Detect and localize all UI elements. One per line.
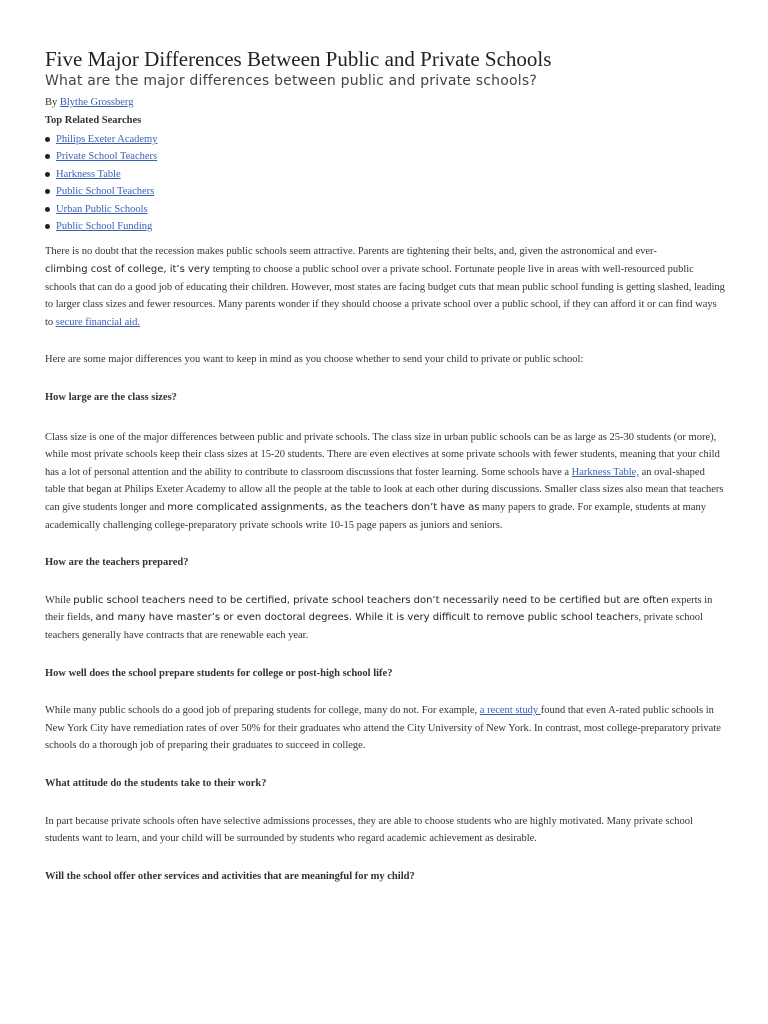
related-link-philips-exeter-academy[interactable]: Philips Exeter Academy	[56, 134, 158, 145]
related-link-harkness-table[interactable]: Harkness Table	[56, 168, 121, 180]
question-teachers: How are the teachers prepared?	[45, 557, 189, 569]
paragraph-intro	[45, 243, 725, 331]
text-run: Class size is one of the major differences between public and private schools. The class size in urban public schools can be as large as 25-30 students (or more), while most private schools keep their class sizes at 15-20 students. There are even electives at some private schools with fewer students, meaning that your child has a lot of personal attention and the ability to contribute to classroom discussions that foster learning. Some schools have a	[45, 431, 720, 478]
bullet-icon	[45, 172, 50, 177]
text-run: While many public schools do a good job of preparing students for college, many do not. For example,	[45, 705, 480, 717]
paragraph-attitude: In part because private schools often have selective admissions processes, they are able to choose students who are highly motivated. Many private school students want to learn, and your child will be surrounded by students who regard academic achievement as desirable.	[45, 815, 693, 845]
related-link-private-school-teachers[interactable]: Private School Teachers	[56, 151, 158, 163]
bullet-icon	[45, 137, 50, 142]
text-run: found that even A-rated public schools in New York City have remediation rates of over 50% for their graduates who attend the City University of New York. In contrast, most college-preparatory private schools do a thorough job of preparing their graduates to succeed in college.	[45, 705, 721, 752]
related-searches-heading: Top Related Searches	[45, 115, 142, 126]
list-item	[45, 131, 725, 148]
list-item	[45, 218, 725, 235]
harkness-table-link[interactable]: Harkness Table,	[571, 466, 639, 478]
bullet-icon	[45, 207, 50, 212]
question-class-sizes: How large are the class sizes?	[45, 392, 177, 403]
list-item	[45, 183, 725, 200]
article-subtitle: What are the major differences between public and private schools?	[45, 73, 537, 89]
text-run: many papers to grade. For example, students at many academically challenging college-preparatory private schools write 10-15 page papers as juniors and seniors.	[45, 501, 706, 531]
text-run: tempting to choose a public school over a private school. Fortunate people live in areas with well-resourced public schools that can do a good job of educating their children. However, most states are facing budget cuts that mean public school funding is getting slashed, leading to larger class sizes and fewer resources. Many parents wonder if they should choose a private school over a public school, if they can afford it or can find ways to	[45, 264, 725, 328]
related-searches-list	[45, 131, 725, 235]
question-attitude: What attitude do the students take to their work?	[45, 777, 267, 789]
author-link[interactable]: Blythe Grossberg	[59, 97, 134, 108]
paragraph-college-prep	[45, 702, 725, 755]
question-college-prep: How well does the school prepare students for college or post-high school life?	[45, 667, 393, 679]
paragraph-class-sizes	[45, 429, 725, 535]
text-run: public school teachers need to be certified, private school teachers don’t necessarily need to be certified but are often	[73, 594, 669, 606]
text-run: and many have master’s or even doctoral degrees. While it is very difficult to remove public school teacher	[95, 612, 635, 624]
by-label: By	[45, 97, 58, 108]
bullet-icon	[45, 224, 50, 229]
text-run: s, private school teachers generally have contracts that are renewable each year.	[45, 612, 703, 641]
text-run: experts in their fields,	[45, 594, 713, 624]
text-run: climbing cost of college, it’s very	[45, 264, 211, 276]
paragraph-differences: Here are some major differences you want to keep in mind as you choose whether to send your child to private or public school:	[45, 354, 584, 366]
byline	[45, 96, 725, 110]
list-item	[45, 166, 725, 183]
text-run: an oval-shaped table that began at Philips Exeter Academy to allow all the people at the table to look at each other during discussions. Smaller class sizes also mean that teachers can give students longer and	[45, 466, 724, 513]
text-run: more complicated assignments, as the teachers don’t have as	[167, 501, 480, 513]
text-run: While	[45, 594, 74, 606]
question-services: Will the school offer other services and activities that are meaningful for my child?	[45, 870, 415, 882]
text-run: There is no doubt that the recession makes public schools seem attractive. Parents are tightening their belts, and, given the astronomical and ever-	[45, 246, 657, 258]
related-link-public-school-teachers[interactable]: Public School Teachers	[56, 186, 155, 198]
article-title: Five Major Differences Between Public and Private Schools	[45, 47, 552, 71]
paragraph-teachers	[45, 592, 725, 645]
related-link-public-school-funding[interactable]: Public School Funding	[56, 221, 153, 233]
recent-study-link[interactable]: a recent study	[479, 705, 541, 717]
article	[45, 47, 725, 885]
bullet-icon	[45, 154, 50, 159]
related-link-urban-public-schools[interactable]: Urban Public Schools	[56, 203, 148, 215]
secure-financial-aid-link[interactable]: secure financial aid.	[55, 316, 141, 328]
list-item	[45, 201, 725, 218]
list-item	[45, 148, 725, 165]
bullet-icon	[45, 189, 50, 194]
